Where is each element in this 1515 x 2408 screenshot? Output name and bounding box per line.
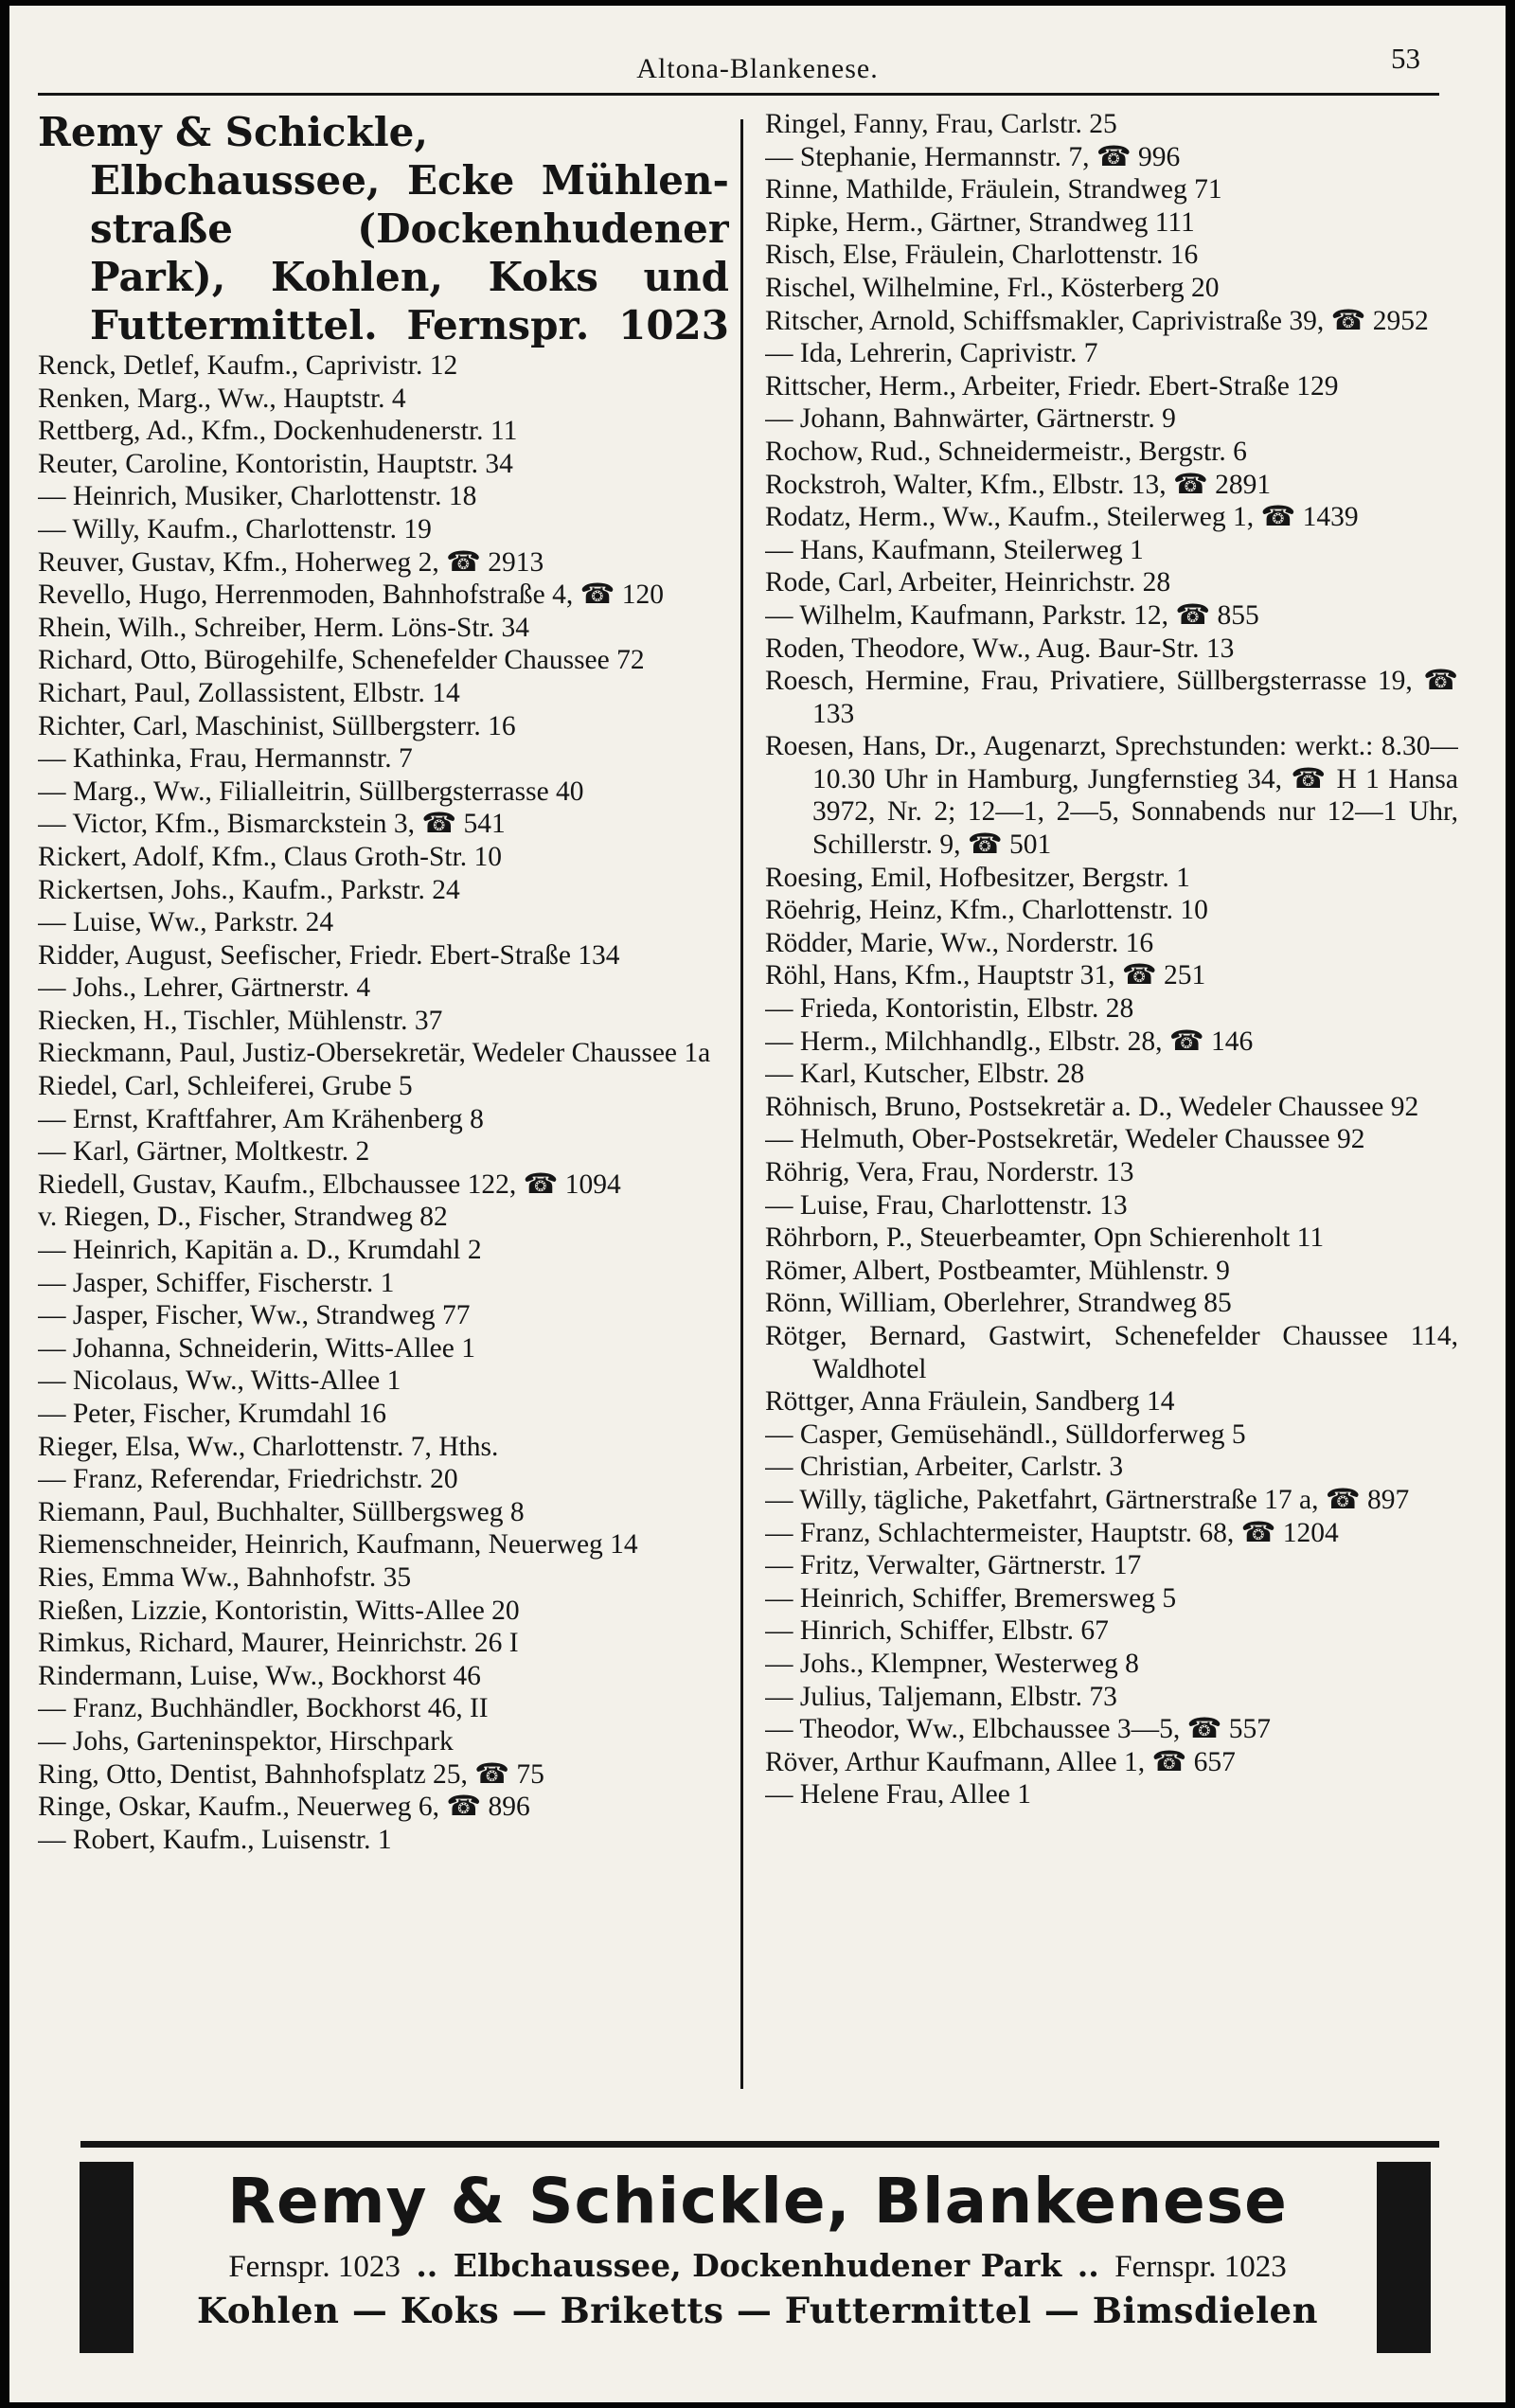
directory-entry: — Hinrich, Schiffer, Elbstr. 67	[765, 1615, 1109, 1647]
page-header-title: Altona-Blankenese.	[636, 53, 879, 84]
directory-entry: — Luise, Ww., Parkstr. 24	[38, 907, 334, 938]
directory-entry: — Stephanie, Hermannstr. 7, ☎ 996	[765, 141, 1181, 172]
directory-entry: — Karl, Gärtner, Moltkestr. 2	[38, 1136, 370, 1168]
directory-entry: — Marg., Ww., Filialleitrin, Süllbergsterrasse 40	[38, 776, 584, 807]
directory-entry: — Peter, Fischer, Krumdahl 16	[38, 1399, 386, 1429]
bottom-ad-products: Kohlen — Koks — Briketts — Futtermittel — Bimsdielen	[197, 2290, 1318, 2331]
directory-entry: — Nicolaus, Ww., Witts-Allee 1	[38, 1365, 401, 1397]
bottom-ad-title: Remy & Schickle, Blankenese	[227, 2165, 1288, 2238]
bottom-ad-phone-left: Fernspr. 1023	[228, 2250, 401, 2284]
directory-entry: Rode, Carl, Arbeiter, Heinrichstr. 28	[765, 567, 1171, 598]
directory-entry: Rießen, Lizzie, Kontoristin, Witts-Allee 20	[38, 1595, 520, 1626]
directory-entry: — Franz, Buchhändler, Bockhorst 46, II	[38, 1693, 489, 1724]
ad-line: Elbchaussee, Ecke Mühlen-	[90, 157, 729, 204]
directory-entry: Ritscher, Arnold, Schiffsmakler, Caprivistraße 39, ☎ 2952	[765, 305, 1429, 336]
directory-entry: Röhl, Hans, Kfm., Hauptstr 31, ☎ 251	[765, 960, 1206, 991]
directory-entry: — Johs., Klempner, Westerweg 8	[765, 1648, 1139, 1679]
directory-entry: Roesen, Hans, Dr., Augenarzt, Sprechstunden: werkt.: 8.30—10.30 Uhr in Hamburg, Jungfernstieg 34, ☎ H 1 Hansa 3972, Nr. 2; 12—1, 2—5, Sonnabends nur 12—1 Uhr, Schillerstr. 9, ☎ 501	[765, 731, 1458, 861]
ad-left-block	[80, 2162, 134, 2353]
directory-entry: Römer, Albert, Postbeamter, Mühlenstr. 9	[765, 1255, 1230, 1286]
directory-entry: Rettberg, Ad., Kfm., Dockenhudenerstr. 11	[38, 416, 518, 447]
directory-entry: Riemenschneider, Heinrich, Kaufmann, Neuerweg 14	[38, 1529, 638, 1561]
directory-entry: Rockstroh, Walter, Kfm., Elbstr. 13, ☎ 2891	[765, 469, 1272, 500]
ad-line: Park), Kohlen, Koks und	[90, 254, 729, 300]
right-entry-list	[765, 108, 1458, 1811]
directory-entry: — Robert, Kaufm., Luisenstr. 1	[38, 1824, 392, 1855]
directory-entry: Reuter, Caroline, Kontoristin, Hauptstr. 34	[38, 448, 513, 479]
directory-entry: — Heinrich, Schiffer, Bremersweg 5	[765, 1582, 1177, 1614]
directory-entry: Ringe, Oskar, Kaufm., Neuerweg 6, ☎ 896	[38, 1792, 530, 1823]
directory-entry: Ries, Emma Ww., Bahnhofstr. 35	[38, 1561, 412, 1593]
directory-entry: — Johann, Bahnwärter, Gärtnerstr. 9	[765, 403, 1176, 435]
directory-entry: Ring, Otto, Dentist, Bahnhofsplatz 25, ☎ 75	[38, 1758, 544, 1790]
directory-entry: Riecken, H., Tischler, Mühlenstr. 37	[38, 1005, 443, 1036]
directory-entry: Richart, Paul, Zollassistent, Elbstr. 14	[38, 677, 460, 708]
directory-entry: Rhein, Wilh., Schreiber, Herm. Löns-Str. 34	[38, 612, 530, 643]
directory-entry: — Willy, tägliche, Paketfahrt, Gärtnerstraße 17 a, ☎ 897	[765, 1484, 1410, 1515]
directory-entry: — Ida, Lehrerin, Caprivistr. 7	[765, 338, 1098, 369]
page-number: 53	[1391, 42, 1420, 75]
directory-entry: Rieckmann, Paul, Justiz-Obersekretär, Wedeler Chaussee 1a	[38, 1038, 711, 1069]
directory-entry: — Theodor, Ww., Elbchaussee 3—5, ☎ 557	[765, 1714, 1271, 1745]
directory-entry: — Herm., Milchhandlg., Elbstr. 28, ☎ 146	[765, 1026, 1254, 1057]
bottom-ad-separator: ..	[416, 2247, 438, 2284]
directory-entry: — Victor, Kfm., Bismarckstein 3, ☎ 541	[38, 809, 506, 840]
directory-entry: Röhrig, Vera, Frau, Norderstr. 13	[765, 1157, 1134, 1187]
directory-entry: Riedell, Gustav, Kaufm., Elbchaussee 122, ☎ 1094	[38, 1168, 621, 1200]
directory-entry: Rickert, Adolf, Kfm., Claus Groth-Str. 10	[38, 841, 502, 872]
directory-entry: v. Riegen, D., Fischer, Strandweg 82	[38, 1202, 448, 1233]
directory-entry: Revello, Hugo, Herrenmoden, Bahnhofstraße 4, ☎ 120	[38, 580, 665, 611]
ad-right-block	[1377, 2162, 1431, 2353]
directory-entry: Risch, Else, Fräulein, Charlottenstr. 16	[765, 240, 1199, 271]
directory-entry: Rinne, Mathilde, Fräulein, Strandweg 71	[765, 174, 1222, 205]
directory-entry: — Johanna, Schneiderin, Witts-Allee 1	[38, 1332, 475, 1364]
directory-entry: — Jasper, Schiffer, Fischerstr. 1	[38, 1267, 395, 1298]
left-entry-list	[38, 349, 729, 1856]
directory-entry: Rötger, Bernard, Gastwirt, Schenefelder Chaussee 114, Waldhotel	[765, 1320, 1458, 1384]
directory-entry: Roden, Theodore, Ww., Aug. Baur-Str. 13	[765, 633, 1235, 664]
directory-entry: Rochow, Rud., Schneidermeistr., Bergstr. 6	[765, 436, 1247, 467]
directory-entry: Röttger, Anna Fräulein, Sandberg 14	[765, 1386, 1175, 1418]
directory-entry: — Helmuth, Ober-Postsekretär, Wedeler Chaussee 92	[765, 1124, 1365, 1155]
header-rule	[38, 93, 1439, 96]
directory-entry: — Johs, Garteninspektor, Hirschpark	[38, 1725, 454, 1757]
directory-entry: Ringel, Fanny, Frau, Carlstr. 25	[765, 109, 1117, 139]
ad-line: Futtermittel. Fernspr. 1023	[90, 302, 729, 348]
directory-entry: Roesch, Hermine, Frau, Privatiere, Süllbergsterrasse 19, ☎ 133	[765, 666, 1458, 729]
directory-entry: Röhnisch, Bruno, Postsekretär a. D., Wedeler Chaussee 92	[765, 1091, 1419, 1122]
directory-entry: — Karl, Kutscher, Elbstr. 28	[765, 1059, 1085, 1090]
ad-line: straße (Dockenhudener	[90, 205, 729, 252]
directory-entry: — Julius, Taljemann, Elbstr. 73	[765, 1681, 1117, 1712]
directory-entry: — Johs., Lehrer, Gärtnerstr. 4	[38, 972, 371, 1004]
directory-entry: — Hans, Kaufmann, Steilerweg 1	[765, 534, 1144, 565]
right-column	[765, 108, 1458, 2092]
directory-entry: Rodatz, Herm., Ww., Kaufm., Steilerweg 1, ☎ 1439	[765, 502, 1359, 533]
directory-entry: Ridder, August, Seefischer, Friedr. Ebert-Straße 134	[38, 939, 620, 971]
directory-entry: Riemann, Paul, Buchhalter, Süllbergsweg 8	[38, 1496, 525, 1527]
directory-entry: Reuver, Gustav, Kfm., Hoherweg 2, ☎ 2913	[38, 546, 544, 578]
bottom-ad-address: Elbchaussee, Dockenhudener Park	[453, 2247, 1062, 2284]
directory-entry: Rödder, Marie, Ww., Norderstr. 16	[765, 927, 1154, 958]
directory-entry: Richter, Carl, Maschinist, Süllbergsterr. 16	[38, 710, 516, 741]
directory-entry: — Kathinka, Frau, Hermannstr. 7	[38, 743, 413, 775]
directory-entry: Röhrborn, P., Steuerbeamter, Opn Schierenholt 11	[765, 1222, 1325, 1254]
directory-entry: — Ernst, Kraftfahrer, Am Krähenberg 8	[38, 1103, 484, 1134]
directory-entry: Rittscher, Herm., Arbeiter, Friedr. Ebert-Straße 129	[765, 370, 1339, 401]
bottom-ad-subline	[152, 2246, 1364, 2287]
directory-entry: Renck, Detlef, Kaufm., Caprivistr. 12	[38, 350, 458, 381]
directory-entry: — Casper, Gemüsehändl., Sülldorferweg 5	[765, 1418, 1246, 1450]
directory-entry: — Franz, Referendar, Friedrichstr. 20	[38, 1464, 458, 1495]
bottom-ad-separator: ..	[1077, 2247, 1099, 2284]
directory-entry: Röehrig, Heinz, Kfm., Charlottenstr. 10	[765, 895, 1208, 926]
directory-entry: — Helene Frau, Allee 1	[765, 1779, 1031, 1810]
directory-entry: Rimkus, Richard, Maurer, Heinrichstr. 26 I	[38, 1628, 519, 1659]
directory-entry: — Jasper, Fischer, Ww., Strandweg 77	[38, 1300, 471, 1331]
directory-entry: — Frieda, Kontoristin, Elbstr. 28	[765, 993, 1134, 1025]
directory-entry: Röver, Arthur Kaufmann, Allee 1, ☎ 657	[765, 1746, 1236, 1777]
ad-line: Remy & Schickle,	[38, 109, 429, 155]
directory-entry: Rönn, William, Oberlehrer, Strandweg 85	[765, 1288, 1232, 1319]
directory-entry: — Luise, Frau, Charlottenstr. 13	[765, 1189, 1128, 1221]
directory-entry: — Fritz, Verwalter, Gärtnerstr. 17	[765, 1550, 1142, 1581]
directory-entry: — Wilhelm, Kaufmann, Parkstr. 12, ☎ 855	[765, 599, 1259, 631]
left-column	[38, 108, 729, 2092]
top-advertisement	[38, 108, 729, 349]
footer-rule	[80, 2141, 1439, 2148]
directory-entry: Richard, Otto, Bürogehilfe, Schenefelder Chaussee 72	[38, 645, 645, 676]
directory-entry: — Franz, Schlachtermeister, Hauptstr. 68, ☎ 1204	[765, 1517, 1339, 1548]
directory-entry: — Christian, Arbeiter, Carlstr. 3	[765, 1452, 1124, 1483]
column-divider	[740, 119, 743, 2089]
directory-entry: Ripke, Herm., Gärtner, Strandweg 111	[765, 206, 1195, 238]
directory-entry: Rickertsen, Johs., Kaufm., Parkstr. 24	[38, 874, 460, 905]
directory-entry: Roesing, Emil, Hofbesitzer, Bergstr. 1	[765, 862, 1190, 893]
directory-entry: Riedel, Carl, Schleiferei, Grube 5	[38, 1071, 413, 1102]
bottom-ad-phone-right: Fernspr. 1023	[1114, 2250, 1287, 2284]
directory-entry: Rischel, Wilhelmine, Frl., Kösterberg 20	[765, 272, 1220, 303]
directory-entry: — Heinrich, Kapitän a. D., Krumdahl 2	[38, 1235, 482, 1266]
directory-entry: — Willy, Kaufm., Charlottenstr. 19	[38, 513, 432, 544]
directory-entry: — Heinrich, Musiker, Charlottenstr. 18	[38, 481, 477, 512]
directory-page	[9, 6, 1506, 2402]
directory-entry: Rieger, Elsa, Ww., Charlottenstr. 7, Hths.	[38, 1431, 499, 1462]
directory-entry: Renken, Marg., Ww., Hauptstr. 4	[38, 383, 406, 414]
directory-entry: Rindermann, Luise, Ww., Bockhorst 46	[38, 1660, 481, 1691]
